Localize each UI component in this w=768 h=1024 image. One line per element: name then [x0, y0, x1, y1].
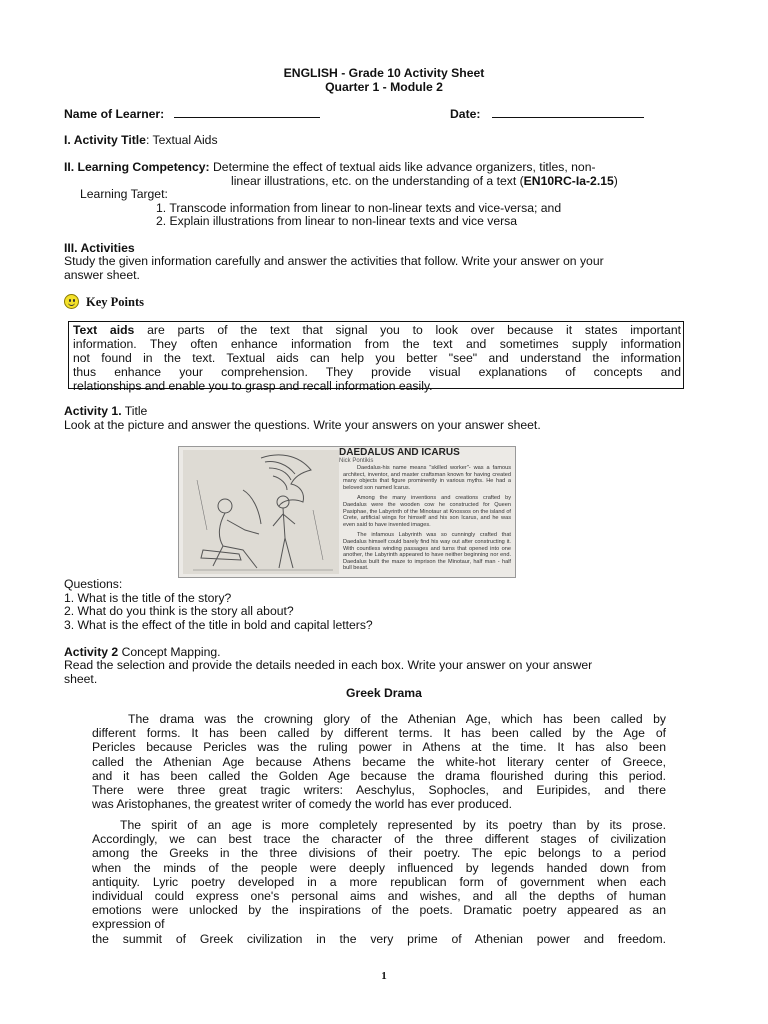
paragraph-line: individual could express one's personal aims and wishes, and all the depths of human — [92, 889, 666, 904]
question-3: 3. What is the effect of the title in bold and capital letters? — [64, 618, 373, 632]
figure-paragraph: Daedalus-his name means "skilled worker"- was a famous architect, inventor, and master craftsman known for having created many objects that figure prominently in various myths. He had a beloved son named Icarus. — [343, 465, 511, 491]
key-points-line: not found in the text. Textual aids can help you better "see" and understand the information — [73, 351, 681, 365]
key-points-line: relationships and enable you to grasp and recall information easily. — [73, 379, 433, 393]
learning-target-label: Learning Target: — [80, 187, 168, 201]
paragraph-line: Pericles because Pericles was the ruling power in Athens at the time. It has also been — [92, 740, 666, 755]
paragraph-line: Accordingly, we can best trace the character of the three different stages of civilization — [92, 832, 666, 847]
activity-title-label: I. Activity Title — [64, 133, 146, 147]
daedalus-icarus-illustration — [183, 450, 339, 574]
activity2-instructions-2: sheet. — [64, 672, 98, 686]
date-field[interactable] — [492, 106, 644, 118]
page-number: 1 — [381, 970, 387, 982]
activity1-label: Activity 1. — [64, 404, 122, 418]
figure-text — [343, 465, 511, 576]
paragraph-line: and it has been called the Golden Age because the drama flourished during this period. — [92, 768, 666, 783]
activity1-instructions: Look at the picture and answer the questions. Write your answers on your answer sheet. — [64, 418, 541, 432]
activities-intro-2: answer sheet. — [64, 268, 140, 282]
illustration-image — [183, 450, 339, 574]
activity2-instructions-1: Read the selection and provide the details needed in each box. Write your answer on your answer — [64, 658, 593, 672]
questions-label: Questions: — [64, 577, 123, 591]
key-points-box — [68, 321, 684, 393]
competency-code: EN10RC-Ia-2.15 — [523, 174, 614, 188]
key-points-line: thus enhance your comprehension. They provide visual explanations of concepts and — [73, 365, 681, 379]
key-points-term: Text aids — [73, 323, 135, 337]
activities-heading: III. Activities — [64, 241, 135, 255]
activity2-title: Concept Mapping. — [118, 645, 221, 659]
paragraph-line: when the minds of the people were deeply influenced by legends handed down from — [92, 860, 666, 875]
activity-title — [64, 133, 218, 147]
figure-paragraph: Among the many inventions and creations crafted by Daedalus were the wooden cow he constructed for Queen Pasiphae, the Labyrinth of the Minotaur at Knossos on the island of Crete, artificial wings for himself and his son Icarus, and he was even said to have invented images. — [343, 495, 511, 528]
paragraph-line: different forms. It has been called by different terms. It has been called by the Age of — [92, 726, 666, 741]
reading-title: Greek Drama — [346, 686, 422, 700]
competency-text-2: linear illustrations, etc. on the understanding of a text ( — [231, 174, 524, 188]
paragraph-line: among the Greeks in the three divisions of their poetry. The epic belongs to a period — [92, 846, 666, 861]
name-label: Name of Learner: — [64, 107, 165, 121]
activity-title-value: : Textual Aids — [145, 133, 218, 147]
competency-text-1: Determine the effect of textual aids like advance organizers, titles, non- — [209, 160, 596, 174]
key-points-label: Key Points — [86, 295, 144, 309]
page-title: ENGLISH - Grade 10 Activity Sheet — [283, 66, 485, 80]
date-label: Date: — [450, 107, 481, 121]
competency-close: ) — [613, 174, 618, 188]
figure-author: Nick Pontikis — [339, 458, 374, 464]
question-1: 1. What is the title of the story? — [64, 591, 232, 605]
paragraph-line: emotions were unlocked by the inspirations of the poets. Dramatic poetry appeared as an — [92, 903, 666, 918]
paragraph-line: There were three great tragic writers: Aeschylus, Sophocles, and Euripides, and there — [92, 783, 666, 798]
competency-line-2 — [231, 174, 618, 188]
learning-target-2: 2. Explain illustrations from linear to non-linear texts and vice versa — [156, 214, 518, 228]
reading-paragraph-1 — [92, 712, 666, 811]
date-row — [450, 106, 644, 121]
key-points-line: information. They often enhance information from the text and sometimes supply information — [73, 337, 681, 351]
smiley-icon — [64, 294, 79, 309]
competency-label: II. Learning Competency: — [64, 160, 210, 174]
activity2-label: Activity 2 — [64, 645, 119, 659]
name-field[interactable] — [174, 106, 320, 118]
paragraph-line: called the Athenian Age because Athens became the white-hot literary center of Greece, — [92, 754, 666, 769]
question-2: 2. What do you think is the story all about? — [64, 604, 294, 618]
paragraph-line: The drama was the crowning glory of the Athenian Age, which has been called by — [128, 712, 666, 726]
activities-intro-1: Study the given information carefully and answer the activities that follow. Write your answer on your — [64, 254, 604, 268]
name-row — [64, 106, 320, 121]
activity1-title: Title — [121, 404, 148, 418]
paragraph-line: antiquity. Lyric poetry developed in a more republican form of government when each — [92, 874, 666, 889]
paragraph-line: The spirit of an age is more completely represented by its poetry than by its prose. — [120, 818, 666, 832]
competency-line-1 — [64, 160, 596, 174]
page-subtitle: Quarter 1 - Module 2 — [325, 80, 443, 94]
figure-paragraph: The infamous Labyrinth was so cunningly crafted that Daedalus himself could barely find his way out after constructing it. With countless winding passages and turns that opened into one another, the Labyrinth appeared to have neither beginning nor end. Daedalus built the maze to imprison the Minotaur, half man - half bull beast. — [343, 532, 511, 572]
reading-paragraph-2 — [92, 818, 666, 946]
paragraph-line: was Aristophanes, the greatest writer of comedy the world has ever produced. — [92, 797, 513, 812]
figure-title: DAEDALUS AND ICARUS — [339, 447, 460, 458]
key-points-line: are parts of the text that signal you to look over because it states important — [134, 323, 681, 337]
activity1-heading — [64, 404, 147, 418]
activity2-heading — [64, 645, 221, 659]
daedalus-icarus-figure — [178, 446, 516, 578]
paragraph-line: expression of — [92, 917, 165, 932]
learning-target-1: 1. Transcode information from linear to non-linear texts and vice-versa; and — [156, 201, 562, 215]
paragraph-line: the summit of Greek civilization in the very prime of Athenian power and freedom. — [92, 931, 666, 946]
